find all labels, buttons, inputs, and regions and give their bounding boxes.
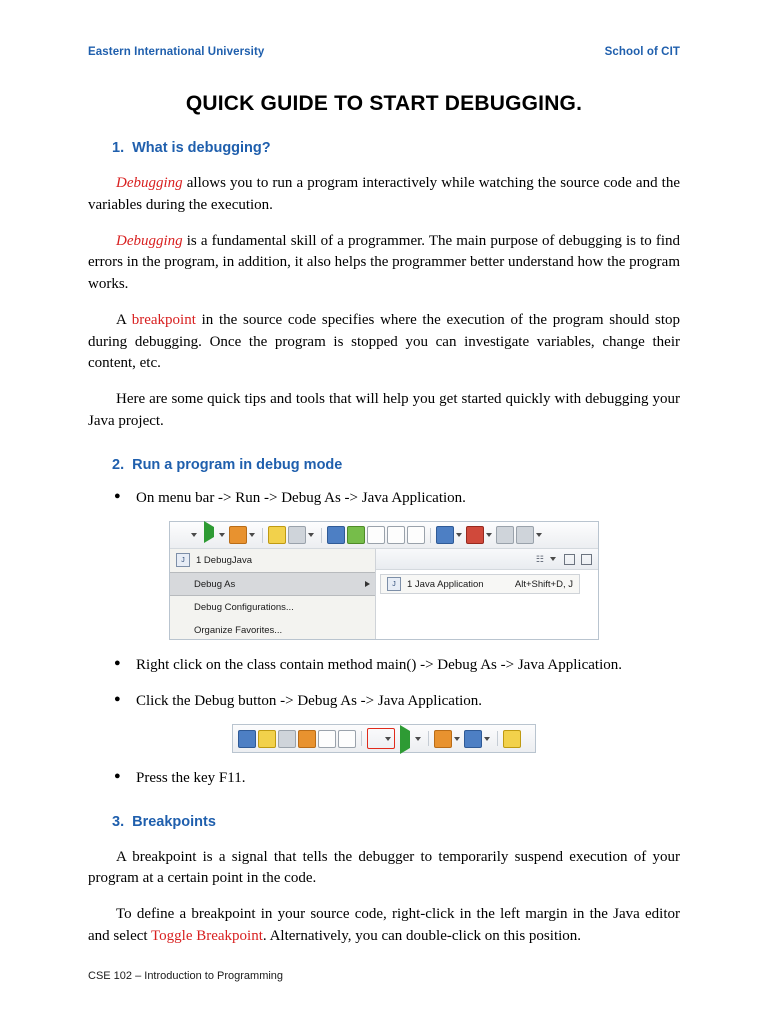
toolbar-separator [262,528,263,543]
keyword-debugging-1: Debugging [116,175,183,191]
toolbar-separator [321,528,322,543]
list-item: ● On menu bar -> Run -> Debug As -> Java Application. [88,487,680,510]
menu-item-label: Debug Configurations... [194,601,294,613]
paragraph-1-text: allows you to run a program interactively while watching the source code and the variables during the execution. [88,175,680,213]
section-label-2: Run a program in debug mode [132,456,343,473]
chevron-down-icon [308,533,314,537]
menu-item-debug-configurations[interactable] [170,596,375,619]
search-button[interactable] [464,730,482,748]
keyword-debugging-2: Debugging [116,232,183,249]
paragraph-5: A breakpoint is a signal that tells the debugger to temporarily suspend execution of your program at a certain point in the code. [88,848,680,887]
header-left-text: Eastern International University [88,46,265,58]
view-toolbar [376,549,598,570]
submenu-label: 1 Java Application [407,578,484,590]
last-edit-icon [436,526,454,544]
chevron-down-icon [191,533,197,537]
maximize-icon [581,554,592,565]
submenu-shortcut: Alt+Shift+D, J [514,578,573,590]
list-item: ● Press the key F11. [88,767,680,790]
java-app-icon: J [387,577,401,591]
chevron-down-icon [486,533,492,537]
next-annotation-icon [367,526,385,544]
back-arrow-icon [496,526,514,544]
section-heading-2 [112,457,680,473]
chevron-down-icon [456,533,462,537]
chevron-right-icon [365,581,370,587]
editor-panel [376,549,598,639]
paragraph-6-lead: To define a breakpoint in your source code, right-click in the left margin in the Java editor and select [88,906,680,944]
page-title: QUICK GUIDE TO START DEBUGGING. [185,92,583,115]
paragraph-2-text: is a fundamental skill of a programmer. The main purpose of debugging is to find errors in the program, in addition, it also helps the programmer better understand how the program works. [88,232,680,292]
eclipse-screenshot-1-body [170,549,598,639]
paragraph-3 [88,310,680,375]
search-icon [327,526,345,544]
forward-icon [466,526,484,544]
paragraph-3-text: in the source code specifies where the execution of the program should stop during debugging. Once the program is stopped you can investigate variables, change their content, etc. [88,311,680,372]
bullet-list-3 [88,767,680,790]
edit-pencil-icon [258,730,276,748]
wrench-icon [288,526,306,544]
paragraph-3-lead: A [116,311,132,328]
step-icon [278,730,296,748]
chevron-down-icon [385,737,391,741]
section-label-3: Breakpoints [132,813,216,830]
open-folder-icon [503,730,521,748]
chevron-down-icon [249,533,255,537]
paragraph-4: Here are some quick tips and tools that will help you get started quickly with debugging your Java project. [88,391,680,429]
chevron-down-icon [484,737,490,741]
menu-item-debugjava[interactable] [170,549,375,572]
chevron-down-icon [454,737,460,741]
eclipse-toolbar [170,522,598,549]
console-icon [318,730,336,748]
list-item: ● Right click on the class contain method main() -> Debug As -> Java Application. [88,654,680,677]
menu-item-label: Debug As [194,578,236,590]
debug-icon [173,527,189,543]
chevron-down-icon [219,533,225,537]
document-header [88,46,680,58]
run-button[interactable] [397,731,413,747]
section-number-1: 1. [112,140,125,156]
paragraph-6-text: . Alternatively, you can double-click on this position. [262,927,582,944]
toolbar-separator [428,731,429,746]
keyword-breakpoint: breakpoint [131,311,196,328]
puzzle-icon: ☷ [535,553,544,564]
section-heading-3 [112,814,680,830]
paragraph-1 [88,173,680,217]
eclipse-screenshot-1 [169,521,599,640]
header-right-text: School of CIT [604,46,680,58]
figure-run-menu [88,521,680,640]
forward-arrow-icon [516,526,534,544]
bullet-list-2 [88,654,680,712]
bullet-list-1 [88,487,680,510]
debug-bug-icon [369,731,385,747]
external-tools-icon [229,526,247,544]
section-number-2: 2. [112,456,125,473]
toolbar-separator [430,528,431,543]
section-label-1: What is debugging? [132,140,271,156]
skip-breakpoints-icon [238,730,256,748]
paragraph-6 [88,904,680,948]
chevron-down-icon [415,737,421,741]
eclipse-screenshot-2 [232,724,536,753]
figure-debug-toolbar [88,724,680,753]
run-dropdown-menu[interactable] [170,549,376,639]
menu-item-debug-as[interactable] [170,572,375,596]
menu-item-label: Organize Favorites... [194,624,283,636]
section-number-3: 3. [112,813,125,830]
menu-item-organize-favorites[interactable] [170,619,375,642]
edit-icon [347,526,365,544]
outline-view-icon [338,730,356,748]
previous-annotation-icon [387,526,405,544]
run-icon [201,527,217,543]
external-tools-button[interactable] [434,730,452,748]
new-folder-icon [268,526,286,544]
menu-item-label: 1 DebugJava [196,554,252,566]
debug-button[interactable] [367,728,395,749]
chevron-down-icon [550,557,556,561]
toolbar-separator [497,731,498,746]
debug-as-submenu-item[interactable] [380,574,580,594]
java-file-icon: J [176,553,190,567]
page-footer: CSE 102 – Introduction to Programming [88,970,284,982]
export-icon [298,730,316,748]
list-item: ● Click the Debug button -> Debug As -> Java Application. [88,690,680,713]
section-heading-1 [112,140,680,156]
keyword-toggle-breakpoint: Toggle Breakpoint [151,927,263,944]
outline-icon [407,526,425,544]
minimize-icon [564,554,575,565]
paragraph-2 [88,231,680,296]
toolbar-separator [361,731,362,746]
chevron-down-icon [536,533,542,537]
